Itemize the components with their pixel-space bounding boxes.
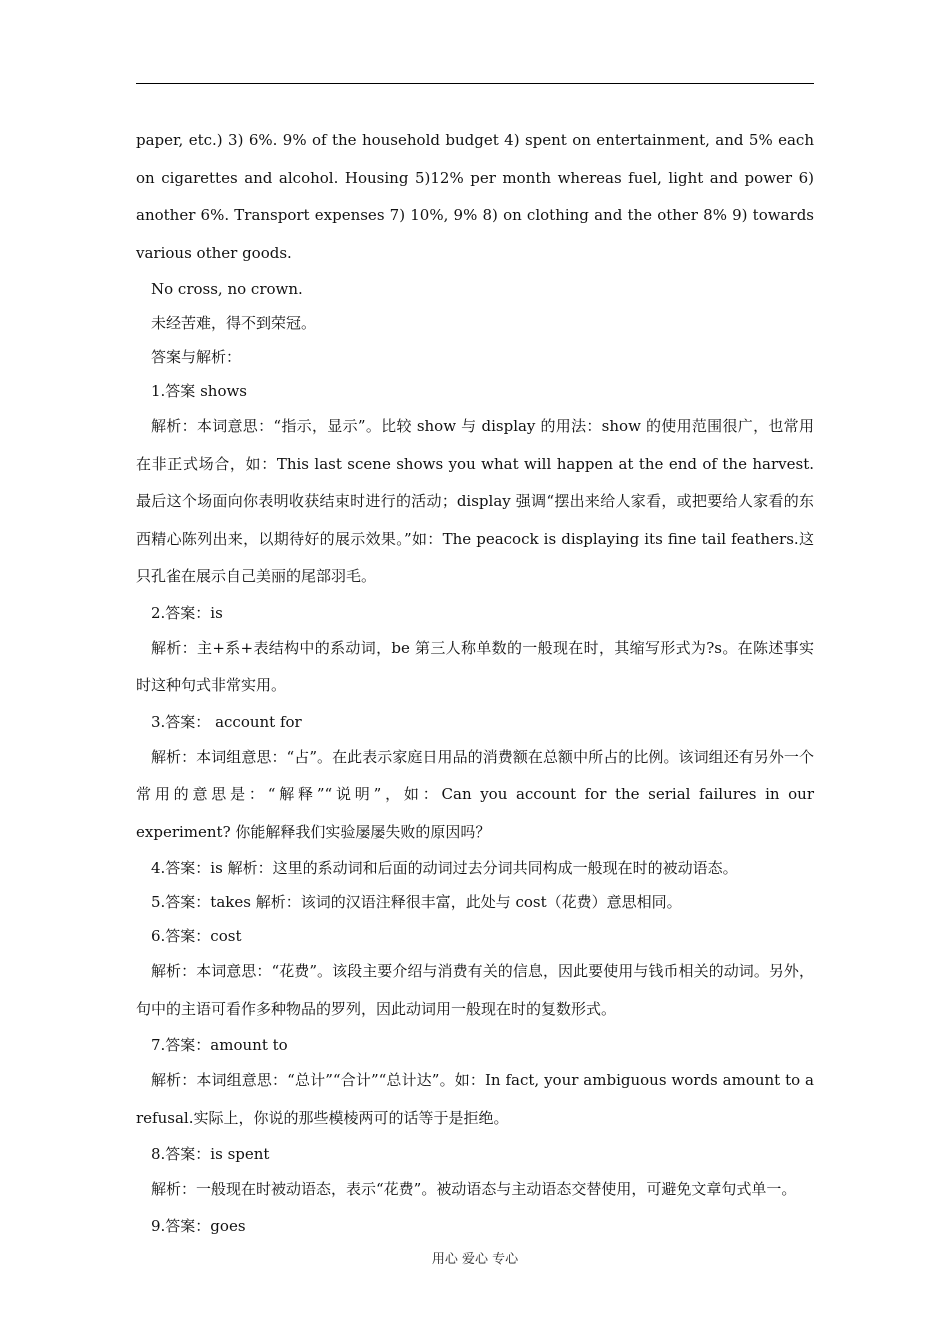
answer-4: 4.答案：is 解析：这里的系动词和后面的动词过去分词共同构成一般现在时的被动语态。 bbox=[151, 859, 738, 877]
answer-7: 7.答案：amount to bbox=[151, 1036, 288, 1054]
answer-6: 6.答案：cost bbox=[151, 927, 242, 945]
answer-9: 9.答案：goes bbox=[151, 1216, 246, 1235]
answer-8: 8.答案：is spent bbox=[151, 1145, 270, 1163]
paragraph-proverb-chinese: 未经苦难，得不到荣冠。 bbox=[151, 314, 317, 332]
answer-5: 5.答案：takes 解析：该词的汉语注释很丰富，此处与 cost（花费）意思相同。 bbox=[151, 893, 682, 911]
explanation-6: 解析：本词意思：“花费”。该段主要介绍与消费有关的信息，因此要使用与钱币相关的动词。另外，句中的主语可看作多种物品的罗列，因此动词用一般现在时的复数形式。 bbox=[136, 962, 814, 1018]
explanation-1: 解析：本词意思：“指示，显示”。比较 show 与 display 的用法：show 的使用范围很广，也常用在非正式场合，如：This last scene shows you what will happen at the end of the harvest.最后这个场面向你表明收获结束时进行的活动；display 强调“摆出来给人家看，或把要给人家看的东西精心陈列出来，以期待好的展示效果。”如：The peacock is displaying its fine tail feathers.这只孔雀在展示自己美丽的尾部羽毛。 bbox=[136, 417, 814, 585]
answer-1: 1.答案 shows bbox=[151, 382, 248, 400]
explanation-3: 解析：本词组意思：“占”。在此表示家庭日用品的消费额在总额中所占的比例。该词组还有另外一个常用的意思是：“解释”“说明”，如：Can you account for the serial failures in our experiment? 你能解释我们实验屡屡失败的原因吗？ bbox=[136, 747, 814, 841]
header-rule bbox=[136, 83, 814, 84]
paragraph-proverb-english: No cross, no crown. bbox=[151, 280, 303, 298]
answer-3: 3.答案： account for bbox=[151, 712, 302, 731]
page-footer: 用心 爱心 专心 bbox=[431, 1252, 519, 1267]
explanation-2: 解析：主+系+表结构中的系动词，be 第三人称单数的一般现在时，其缩写形式为?s。在陈述事实时这种句式非常实用。 bbox=[136, 638, 814, 694]
answer-2: 2.答案：is bbox=[151, 603, 223, 622]
explanation-7: 解析：本词组意思：“总计”“合计”“总计达”。如：In fact, your ambiguous words amount to a refusal.实际上，你说的那些模棱两可的话等于是拒绝。 bbox=[136, 1071, 814, 1127]
explanation-8: 解析：一般现在时被动语态，表示“花费”。被动语态与主动语态交替使用，可避免文章句式单一。 bbox=[151, 1180, 797, 1198]
paragraph-answers-heading: 答案与解析： bbox=[151, 348, 242, 366]
paragraph-budget-passage: paper, etc.) 3) 6%. 9% of the household budget 4) spent on entertainment, and 5% each on cigarettes and alcohol. Housing 5)12% per month whereas fuel, light and power 6) another 6%. Transport expenses 7) 10%, 9% 8) on clothing and the other 8% 9) towards various other goods. bbox=[136, 131, 814, 262]
document-body bbox=[136, 122, 814, 1243]
